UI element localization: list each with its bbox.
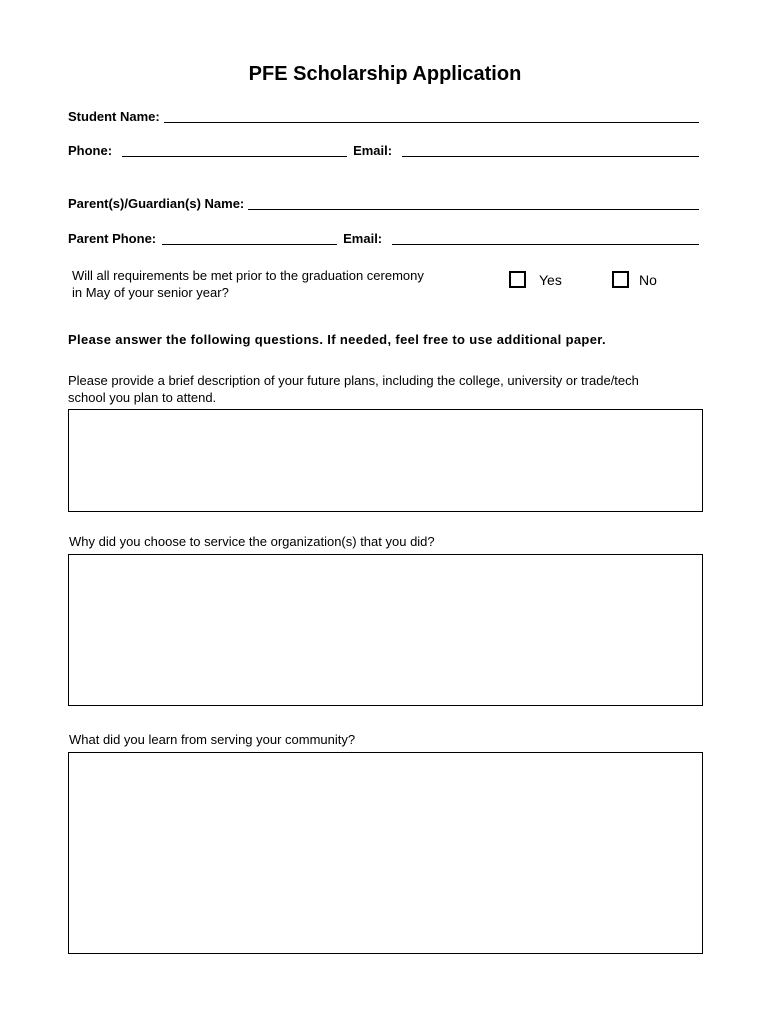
parent-phone-label: Parent Phone: [68, 231, 157, 246]
student-name-field[interactable] [164, 110, 699, 123]
student-name-row [68, 106, 699, 124]
question-1-line2: school you plan to attend. [68, 390, 217, 405]
requirements-question-line2: in May of your senior year? [72, 285, 229, 300]
question-1-line1: Please provide a brief description of your future plans, including the college, university or trade/tech [68, 373, 639, 388]
requirements-question-line1: Will all requirements be met prior to the graduation ceremony [72, 268, 424, 283]
email-label: Email: [353, 143, 393, 158]
parent-name-row [68, 193, 699, 211]
parent-email-field[interactable] [392, 232, 699, 245]
instructions-text: Please answer the following questions. If needed, feel free to use additional paper. [68, 332, 606, 347]
page-title: PFE Scholarship Application [248, 63, 522, 85]
answer-box-3[interactable] [68, 752, 703, 954]
student-name-label: Student Name: [68, 109, 160, 124]
phone-field[interactable] [122, 144, 347, 157]
no-label: No [639, 272, 657, 288]
yes-checkbox[interactable] [509, 271, 526, 288]
yes-label: Yes [539, 272, 562, 288]
parent-name-label: Parent(s)/Guardian(s) Name: [68, 196, 245, 211]
answer-box-2[interactable] [68, 554, 703, 706]
answer-box-1[interactable] [68, 409, 703, 512]
parent-email-label: Email: [343, 231, 383, 246]
email-field[interactable] [402, 144, 699, 157]
question-3: What did you learn from serving your community? [69, 732, 356, 747]
parent-phone-field[interactable] [162, 232, 337, 245]
phone-email-row [68, 140, 699, 158]
parent-name-field[interactable] [248, 197, 699, 210]
parent-phone-email-row [68, 228, 699, 246]
question-2: Why did you choose to service the organization(s) that you did? [69, 534, 435, 549]
phone-label: Phone: [68, 143, 113, 158]
requirements-question [72, 267, 492, 301]
question-1 [68, 372, 708, 406]
no-checkbox[interactable] [612, 271, 629, 288]
